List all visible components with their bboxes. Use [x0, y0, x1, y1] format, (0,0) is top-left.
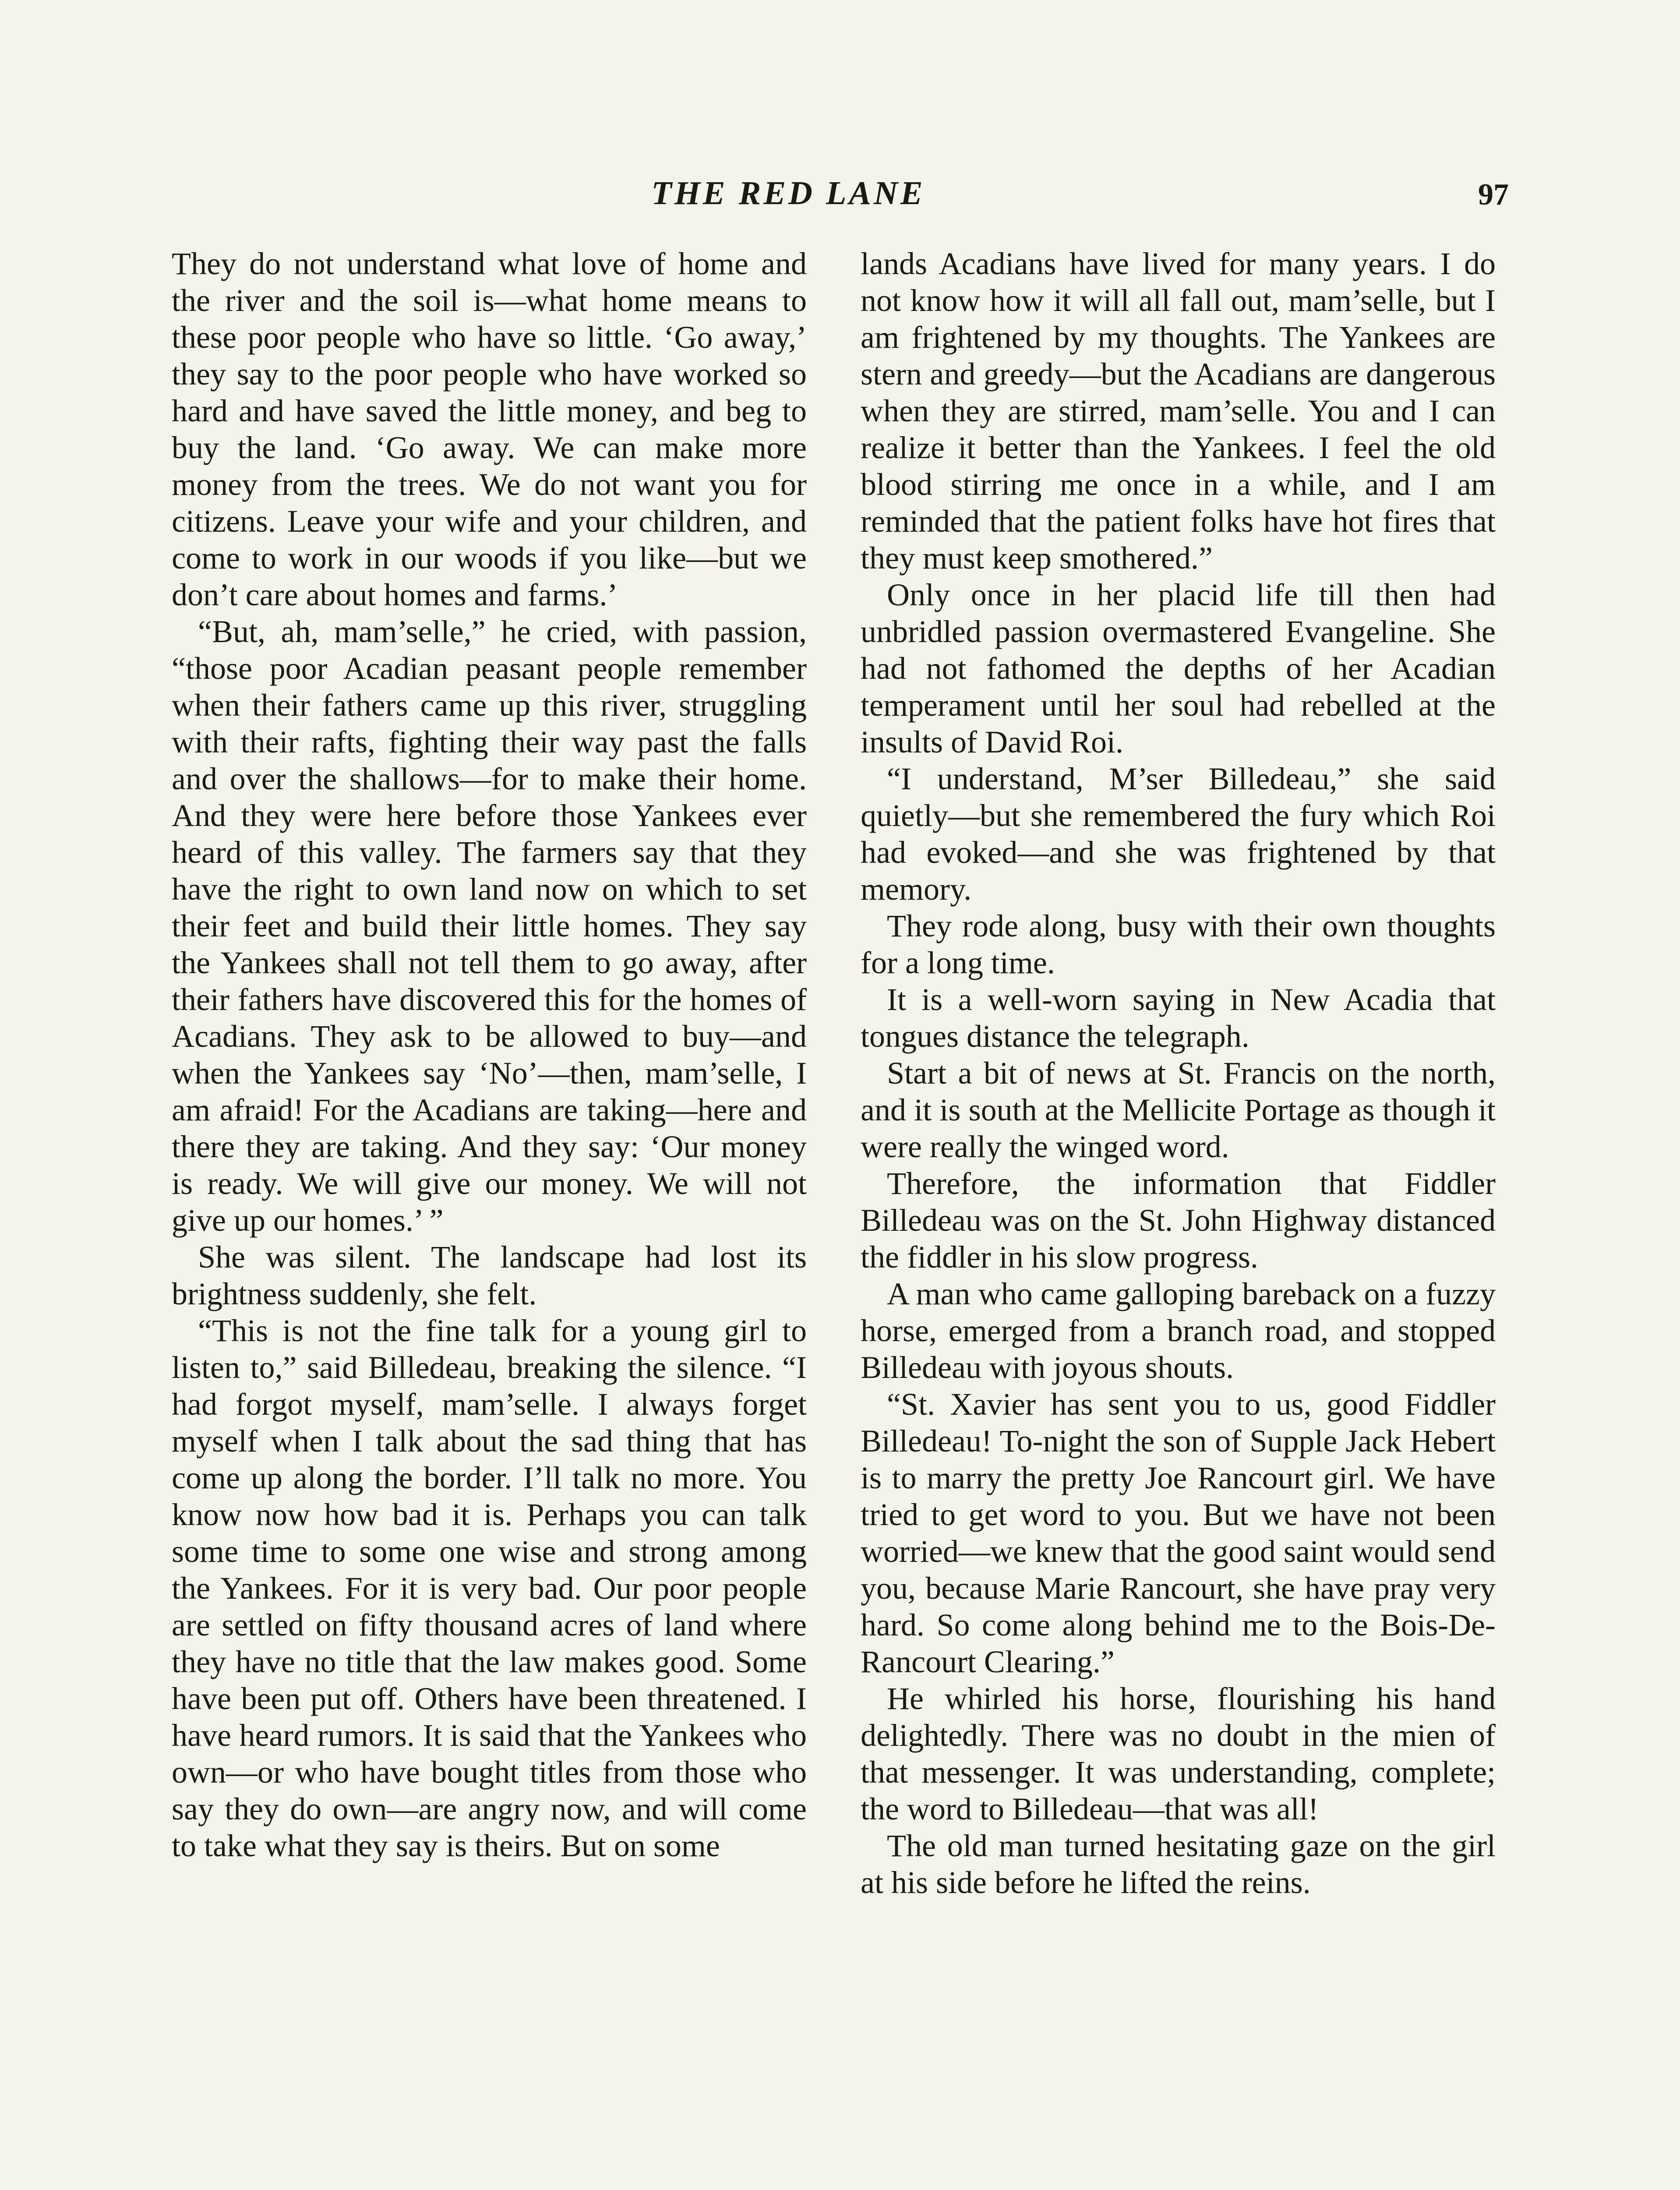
paragraph: “I understand, M’ser Billedeau,” she said quietly—but she remembered the fury which Roi had evoked—and she was frightened by that memory. — [861, 761, 1496, 907]
paragraph: They do not understand what love of home and the river and the soil is—what home means to these poor people who have so little. ‘Go away,’ they say to the poor people who have worked so hard and have saved the little money, and beg to buy the land. ‘Go away. We can make more money from the trees. We do not want you for citizens. Leave your wife and your children, and come to work in our woods if you like—but we don’t care about homes and farms.’ — [172, 246, 807, 612]
paragraph: “This is not the fine talk for a young girl to listen to,” said Billedeau, breaking the silence. “I had forgot myself, mam’selle. I always forget myself when I talk about the sad thing that has come up along the border. I’ll talk no more. You know now how bad it is. Perhaps you can talk some time to some one wise and strong among the Yankees. For it is very bad. Our poor people are settled on fifty thousand acres of land where they have no title that the law makes good. Some have been put off. Others have been threatened. I have heard rumors. It is said that the Yankees who own—or who have bought titles from those who say they do own—are angry now, and will come to take what they say is theirs. But on some — [172, 1313, 807, 1863]
paragraph: A man who came galloping bareback on a fuzzy horse, emerged from a branch road, and stopped Billedeau with joyous shouts. — [861, 1276, 1496, 1385]
paragraph: Start a bit of news at St. Francis on the north, and it is south at the Mellicite Portage as though it were really the winged word. — [861, 1056, 1496, 1164]
paragraph: They rode along, busy with their own thoughts for a long time. — [861, 908, 1496, 980]
paragraph: She was silent. The landscape had lost its brightness suddenly, she felt. — [172, 1240, 807, 1311]
page-number: 97 — [1478, 178, 1509, 212]
paragraph: Only once in her placid life till then had unbridled passion overmastered Evangeline. She had not fathomed the depths of her Acadian temperament until her soul had rebelled at the insults of David Roi. — [861, 577, 1496, 759]
running-title: THE RED LANE — [651, 175, 925, 212]
paragraph: He whirled his horse, flourishing his hand delightedly. There was no doubt in the mien of that messenger. It was understanding, complete; the word to Billedeau—that was all! — [861, 1681, 1496, 1826]
paragraph: “But, ah, mam’selle,” he cried, with passion, “those poor Acadian peasant people remember when their fathers came up this river, struggling with their rafts, fighting their way past the falls and over the shallows—for to make their home. And they were here before those Yankees ever heard of this valley. The farmers say that they have the right to own land now on which to set their feet and build their little homes. They say the Yankees shall not tell them to go away, after their fathers have discovered this for the homes of Acadians. They ask to be allowed to buy—and when the Yankees say ‘No’—then, mam’selle, I am afraid! For the Acadians are taking—here and there they are taking. And they say: ‘Our money is ready. We will give our money. We will not give up our homes.’ ” — [172, 614, 807, 1238]
right-column — [861, 245, 1496, 1901]
paragraph: Therefore, the information that Fiddler Billedeau was on the St. John Highway distanced the fiddler in his slow progress. — [861, 1166, 1496, 1275]
left-column — [172, 245, 807, 1864]
paragraph: It is a well-worn saying in New Acadia that tongues distance the telegraph. — [861, 982, 1496, 1054]
paragraph: The old man turned hesitating gaze on the girl at his side before he lifted the reins. — [861, 1828, 1496, 1900]
paragraph: “St. Xavier has sent you to us, good Fiddler Billedeau! To-night the son of Supple Jack Hebert is to marry the pretty Joe Rancourt girl. We have tried to get word to you. But we have not been worried—we knew that the good saint would send you, because Marie Rancourt, she have pray very hard. So come along behind me to the Bois-De-Rancourt Clearing.” — [861, 1387, 1496, 1679]
paragraph: lands Acadians have lived for many years. I do not know how it will all fall out, mam’selle, but I am frightened by my thoughts. The Yankees are stern and greedy—but the Acadians are dangerous when they are stirred, mam’selle. You and I can realize it better than the Yankees. I feel the old blood stirring me once in a while, and I am reminded that the patient folks have hot fires that they must keep smothered.” — [861, 246, 1496, 576]
